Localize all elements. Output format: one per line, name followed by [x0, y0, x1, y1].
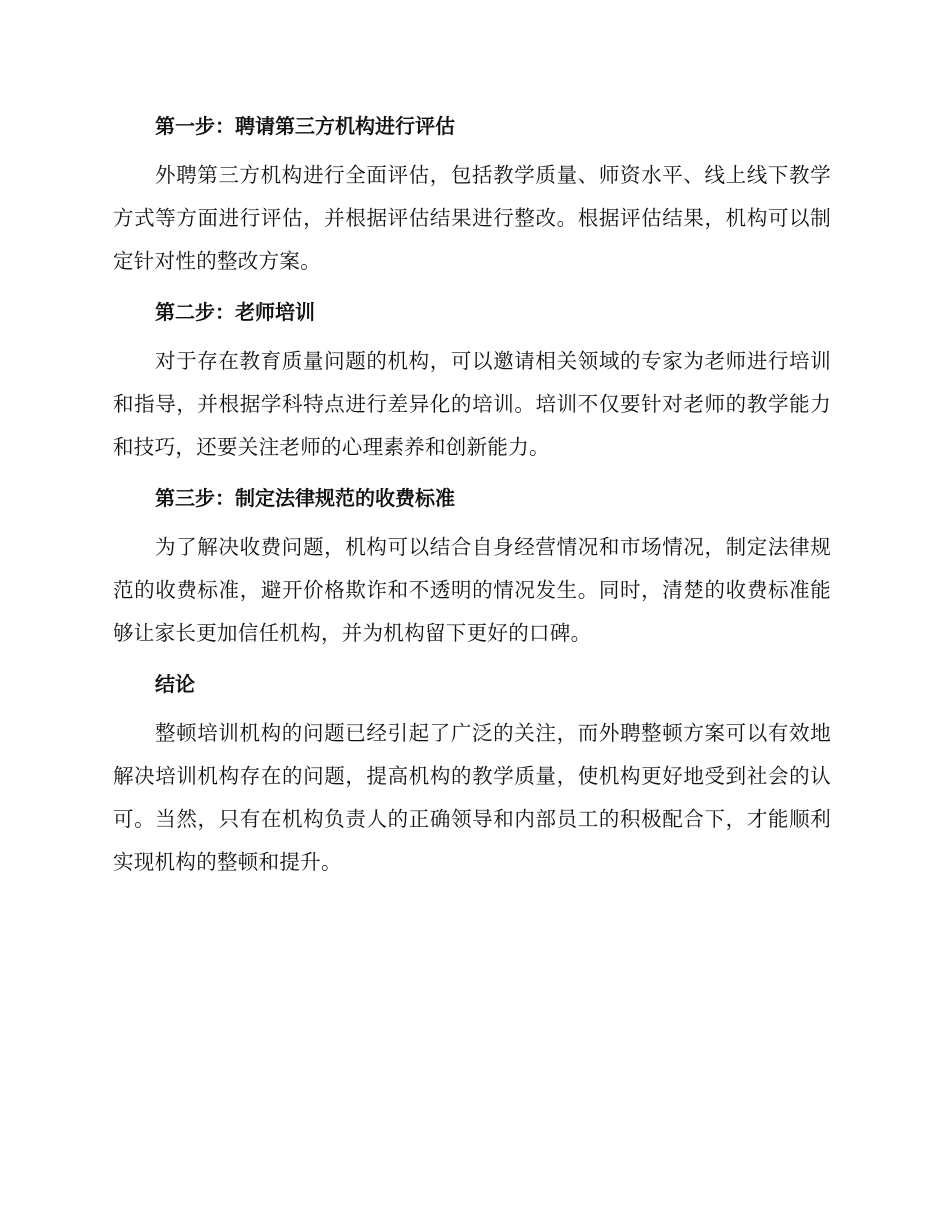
- document-page: [113, 104, 831, 891]
- section-conclusion: [113, 662, 831, 884]
- section-step-3: [113, 476, 831, 655]
- section-heading: 第三步：制定法律规范的收费标准: [155, 486, 455, 510]
- section-step-1: [113, 104, 831, 283]
- section-paragraph: 外聘第三方机构进行全面评估，包括教学质量、师资水平、线上线下教学方式等方面进行评估，并根据评估结果进行整改。根据评估结果，机构可以制定针对性的整改方案。: [113, 163, 831, 273]
- section-paragraph: 对于存在教育质量问题的机构，可以邀请相关领域的专家为老师进行培训和指导，并根据学科特点进行差异化的培训。培训不仅要针对老师的教学能力和技巧，还要关注老师的心理素养和创新能力。: [113, 349, 831, 459]
- section-paragraph: 整顿培训机构的问题已经引起了广泛的关注，而外聘整顿方案可以有效地解决培训机构存在的问题，提高机构的教学质量，使机构更好地受到社会的认可。当然，只有在机构负责人的正确领导和内部员工的积极配合下，才能顺利实现机构的整顿和提升。: [113, 721, 831, 874]
- section-step-2: [113, 290, 831, 469]
- section-paragraph: 为了解决收费问题，机构可以结合自身经营情况和市场情况，制定法律规范的收费标准，避开价格欺诈和不透明的情况发生。同时，清楚的收费标准能够让家长更加信任机构，并为机构留下更好的口碑。: [113, 535, 831, 645]
- section-heading: 结论: [155, 672, 195, 696]
- section-heading: 第二步：老师培训: [155, 300, 315, 324]
- section-heading: 第一步：聘请第三方机构进行评估: [155, 114, 455, 138]
